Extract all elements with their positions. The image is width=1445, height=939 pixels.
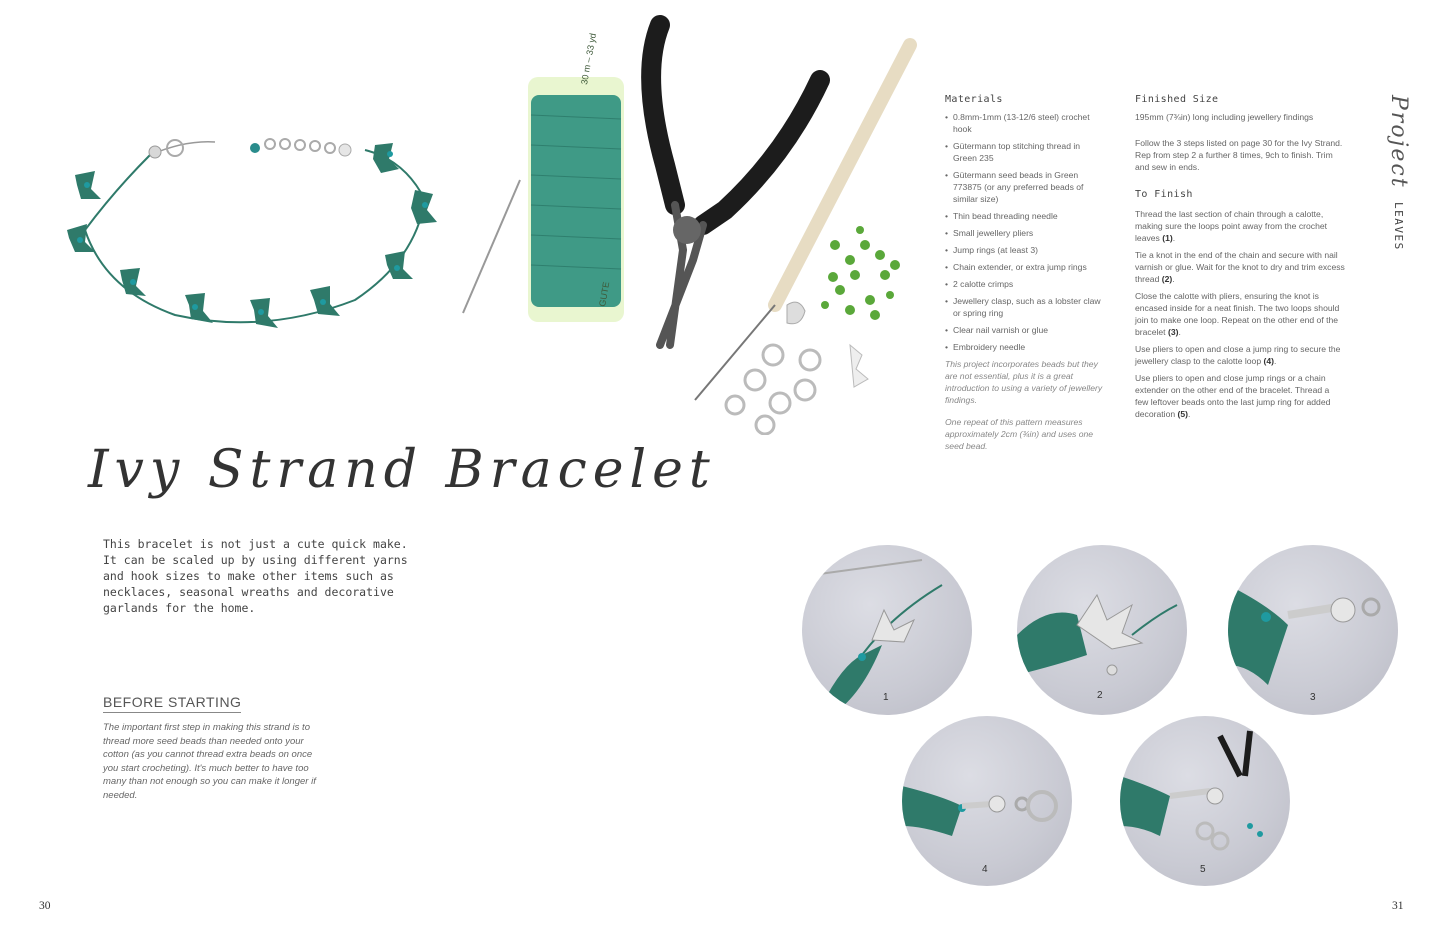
- step-photo-3: [1228, 545, 1398, 715]
- step-number: 5: [1200, 864, 1206, 875]
- before-starting-heading: BEFORE STARTING: [103, 694, 241, 713]
- step-photo-5: [1120, 716, 1290, 886]
- list-item: • Small jewellery pliers: [945, 227, 1105, 239]
- list-item: • 0.8mm-1mm (13-12/6 steel) crochet hook: [945, 111, 1105, 135]
- thread-brand: GUTE: [597, 280, 612, 308]
- step-text: Thread the last section of chain through a calotte, making sure the loops point away from the crochet leaves: [1135, 209, 1328, 243]
- list-item: • Gütermann top stitching thread in Green 235: [945, 140, 1105, 164]
- step-number: 4: [982, 864, 988, 875]
- page-number-right: 31: [1392, 900, 1404, 912]
- thread-label: 30 m – 33 yd: [579, 32, 599, 86]
- step-end: .: [1172, 233, 1176, 243]
- list-item: • Thin bead threading needle: [945, 210, 1105, 222]
- finish-step: [1135, 372, 1345, 420]
- step-text: Use pliers to open and close a jump ring to secure the jewellery clasp to the calotte loop: [1135, 344, 1341, 366]
- tools-photo: [455, 15, 925, 435]
- finish-steps: [1135, 208, 1345, 420]
- step-end: .: [1274, 356, 1277, 366]
- step-ref: (2): [1161, 274, 1173, 284]
- finish-step: [1135, 290, 1345, 338]
- step-end: .: [1188, 409, 1191, 419]
- section-tab-label: LEAVES: [1392, 202, 1405, 251]
- materials-heading: Materials: [945, 94, 1003, 105]
- section-tab: [1378, 95, 1418, 275]
- finished-size-heading: Finished Size: [1135, 94, 1219, 105]
- step-number: 1: [883, 692, 889, 703]
- list-item: • Gütermann seed beads in Green 773875 (or any preferred beads of similar size): [945, 169, 1105, 205]
- page-number-left: 30: [39, 900, 51, 912]
- finish-step: [1135, 249, 1345, 285]
- bracelet-photo: [55, 130, 455, 350]
- step-photo-4: [902, 716, 1072, 886]
- finished-size-text: 195mm (7¾in) long including jewellery findings: [1135, 112, 1314, 122]
- step-end: .: [1172, 274, 1175, 284]
- page-title: Ivy Strand Bracelet: [88, 440, 716, 500]
- finish-step: [1135, 208, 1345, 244]
- section-tab-script: Project: [1386, 95, 1411, 189]
- to-finish-heading: To Finish: [1135, 189, 1193, 200]
- step-photo-1: [802, 545, 972, 715]
- before-starting-text: The important first step in making this strand is to thread more seed beads than needed onto your cotton (as you cannot thread extra beads on once you start crocheting). It's much better to have too many than not enough so you can make it longer if needed.: [103, 722, 316, 801]
- list-item: • Jump rings (at least 3): [945, 244, 1105, 256]
- step-text: Tie a knot in the end of the chain and secure with nail varnish or glue. Wait for the knot to dry and trim excess thread: [1135, 250, 1345, 284]
- step-text: Close the calotte with pliers, ensuring the knot is encased inside for a neat finish. The two loops should join to make one loop. Repeat on the other end of the bracelet: [1135, 291, 1340, 337]
- list-item: • Chain extender, or extra jump rings: [945, 261, 1105, 273]
- list-item: • Jewellery clasp, such as a lobster claw or spring ring: [945, 295, 1105, 319]
- list-item: • Clear nail varnish or glue: [945, 324, 1105, 336]
- intro-text: This bracelet is not just a cute quick make. It can be scaled up by using different yarns and hook sizes to make other items such as necklaces, seasonal wreaths and decorative garlands for the home.: [103, 537, 408, 615]
- step-ref: (3): [1167, 327, 1179, 337]
- materials-section: [945, 94, 1105, 452]
- list-item: • 2 calotte crimps: [945, 278, 1105, 290]
- finish-step: [1135, 343, 1345, 367]
- pattern-instructions: Follow the 3 steps listed on page 30 for the Ivy Strand. Rep from step 2 a further 8 times, 9ch to finish. Trim and sew in ends.: [1135, 138, 1343, 172]
- materials-note: This project incorporates beads but they are not essential, plus it is a great introduction to using a variety of jewellery findings.: [945, 359, 1103, 405]
- step-text: Use pliers to open and close jump rings or a chain extender on the other end of the bracelet. Thread a few leftover beads onto the last jump ring for added decoration: [1135, 373, 1331, 419]
- step-end: .: [1178, 327, 1181, 337]
- pattern-note: One repeat of this pattern measures approximately 2cm (¾in) and uses one seed bead.: [945, 417, 1094, 451]
- finished-section: [1135, 94, 1345, 425]
- step-ref: (1): [1162, 233, 1173, 243]
- step-ref: (4): [1263, 356, 1275, 366]
- step-number: 3: [1310, 692, 1316, 703]
- materials-list: [945, 111, 1105, 353]
- list-item: • Embroidery needle: [945, 341, 1105, 353]
- step-ref: (5): [1177, 409, 1189, 419]
- step-number: 2: [1097, 690, 1103, 701]
